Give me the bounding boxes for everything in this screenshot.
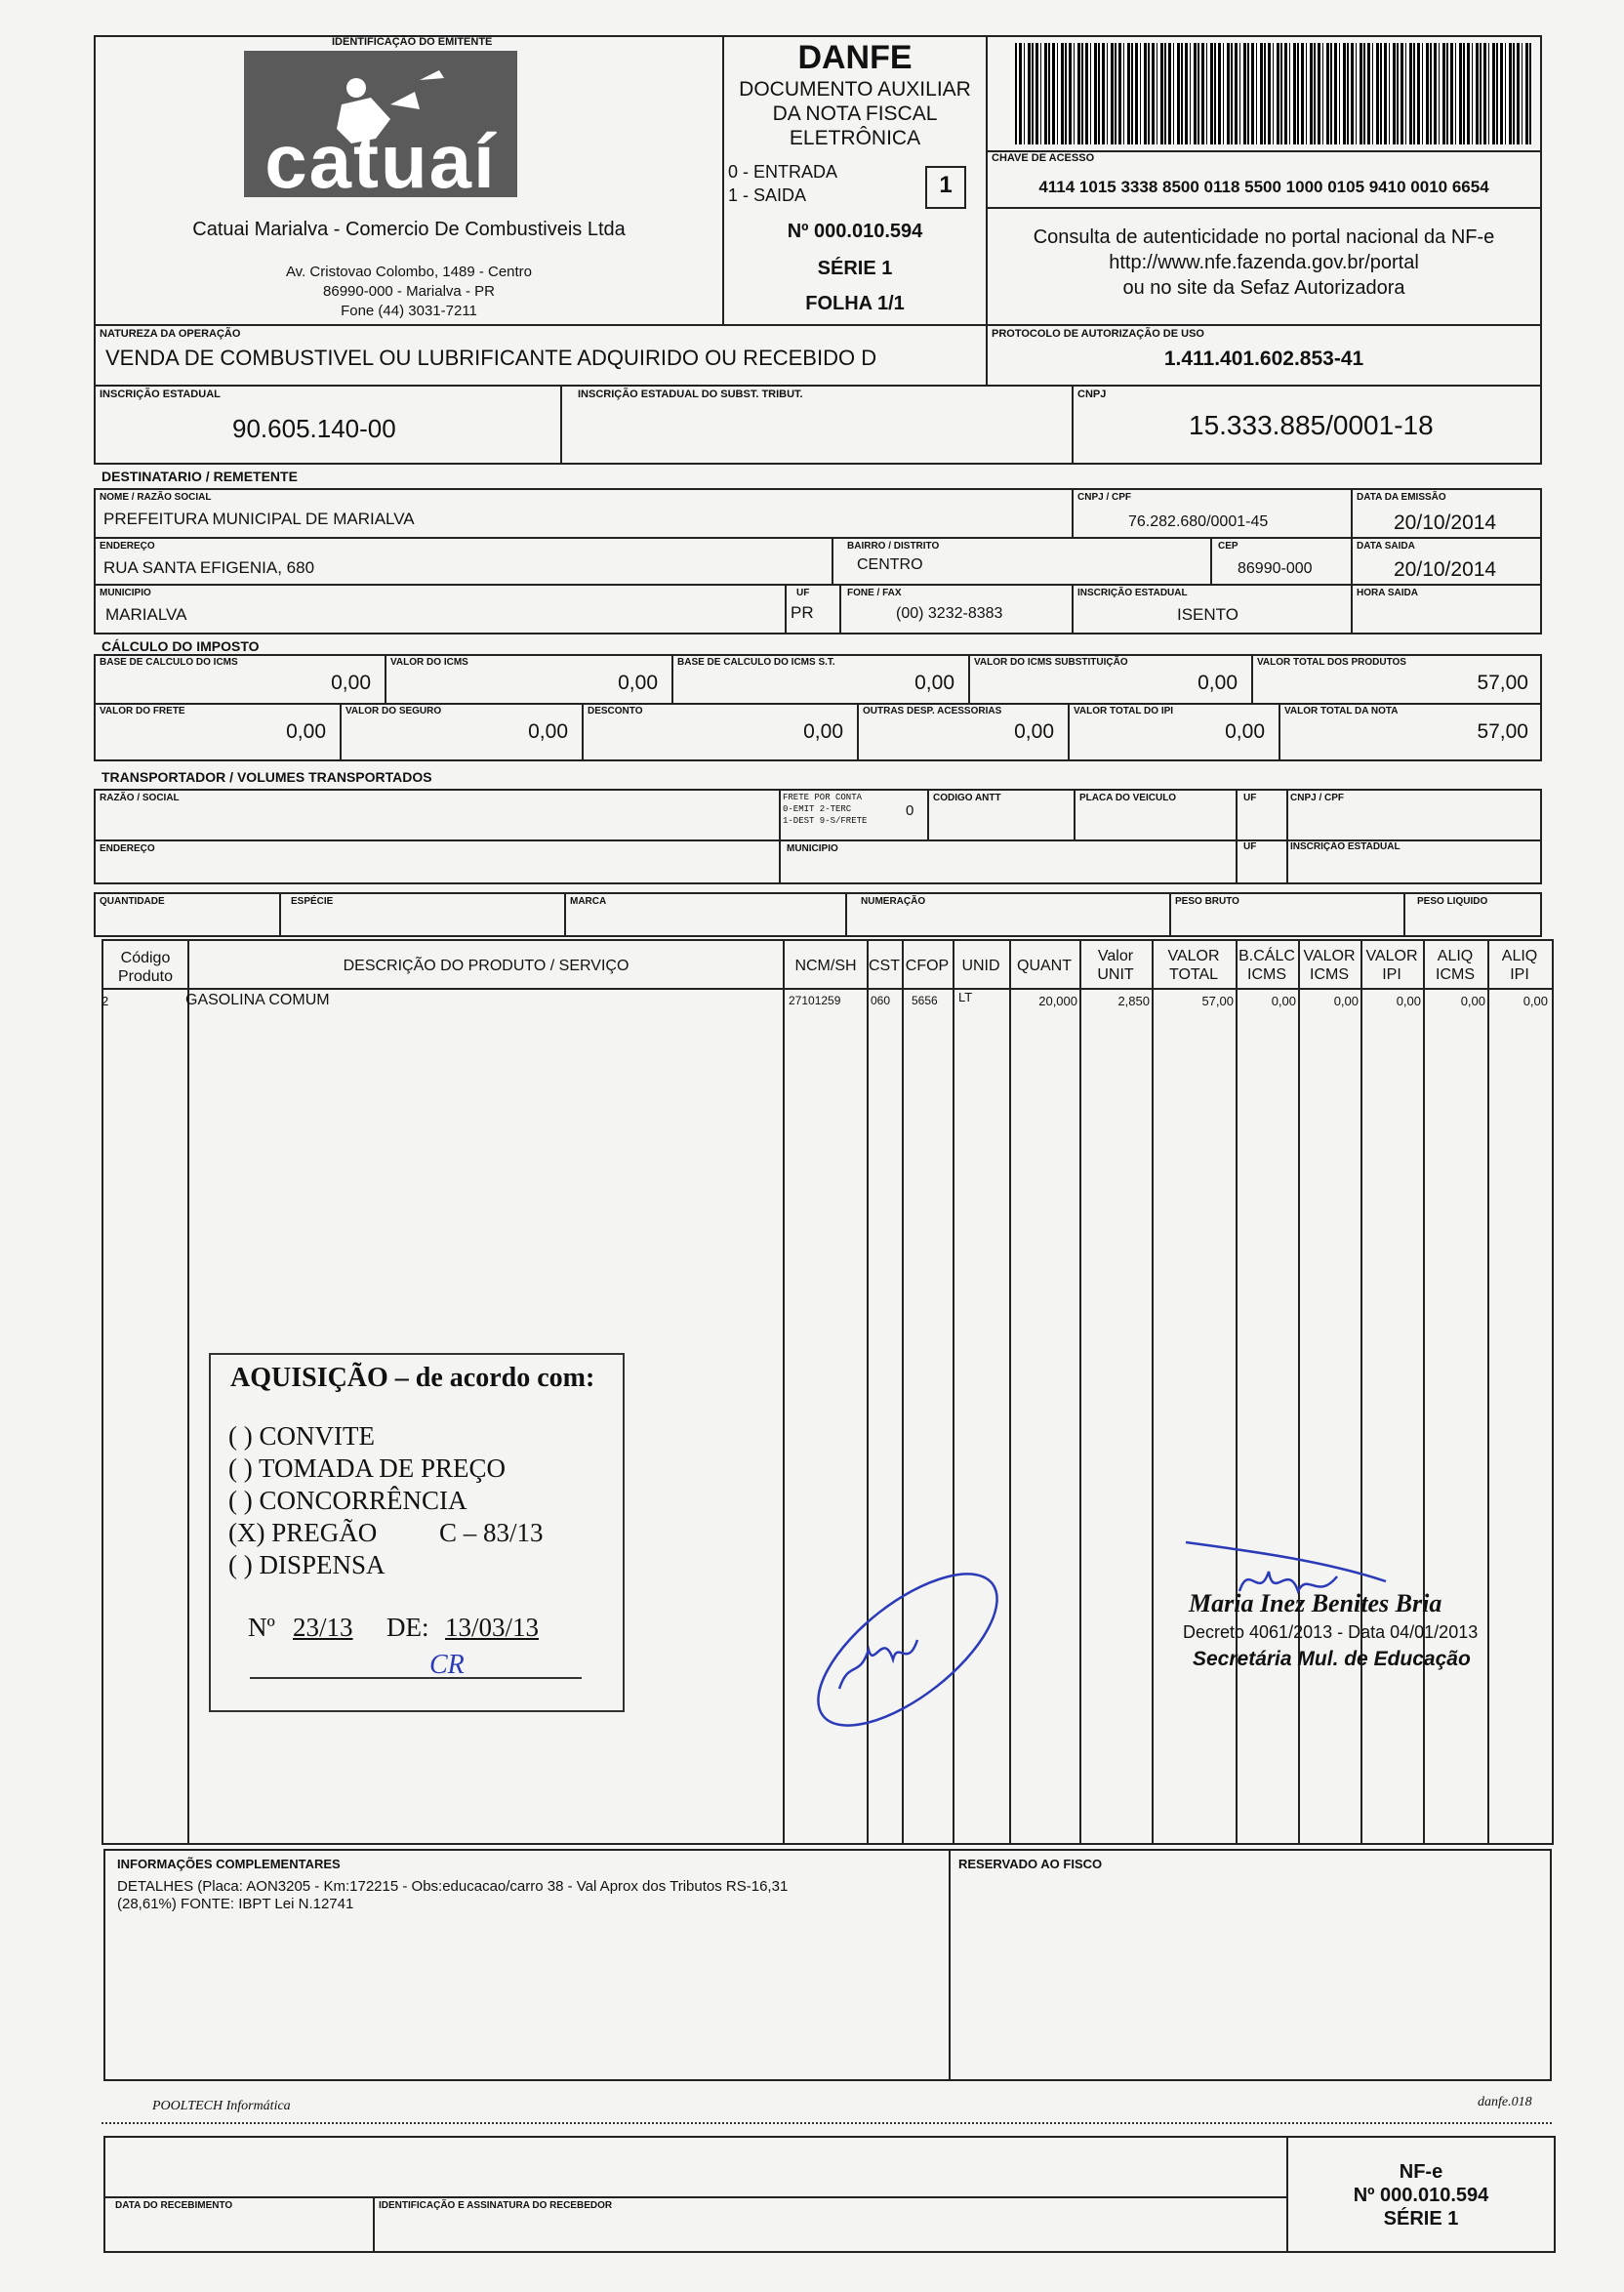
dest-hora-label: HORA SAIDA: [1357, 588, 1418, 598]
dest-cnpj: 76.282.680/0001-45: [1128, 513, 1269, 530]
transp-frete-1: FRETE POR CONTA: [783, 793, 863, 802]
dest-ie-label: INSCRIÇÃO ESTADUAL: [1077, 588, 1188, 598]
stamp-data: 13/03/13: [445, 1613, 540, 1642]
destinatario-section: DESTINATARIO / REMETENTE: [102, 469, 298, 484]
dest-fone: (00) 3232-8383: [896, 605, 1003, 622]
consulta-line-2: http://www.nfe.fazenda.gov.br/portal: [1109, 252, 1419, 273]
info-label: INFORMAÇÕES COMPLEMENTARES: [117, 1857, 341, 1871]
stamp-underline: [250, 1677, 582, 1679]
imposto-section: CÁLCULO DO IMPOSTO: [102, 638, 260, 654]
official-cargo: Secretária Mul. de Educação: [1193, 1648, 1471, 1670]
stamp-opt-concorrencia: ( ) CONCORRÊNCIA: [228, 1486, 467, 1515]
th-aipi: [1487, 947, 1552, 984]
danfe-title: DANFE: [797, 39, 913, 76]
transp-endereco-label: ENDEREÇO: [100, 843, 155, 854]
vol-peso-bruto-label: PESO BRUTO: [1175, 896, 1239, 907]
ie-value: 90.605.140-00: [232, 414, 396, 443]
divider: [1074, 789, 1076, 841]
imposto-r2-value-4: 0,00: [1225, 720, 1265, 743]
info-line-1: DETALHES (Placa: AON3205 - Km:172215 - Obs:educacao/carro 38 - Val Aprox dos Tributos RS-16,31: [117, 1878, 789, 1895]
item-descricao: GASOLINA COMUM: [185, 992, 330, 1008]
transp-cnpj-label: CNPJ / CPF: [1290, 793, 1345, 803]
th-vipi: [1360, 947, 1423, 984]
th-codigo-2: Produto: [117, 968, 174, 985]
stamp-title: AQUISIÇÃO – de acordo com:: [230, 1363, 595, 1393]
stamp-numero-label: Nº: [248, 1613, 275, 1642]
imposto-r1-value-0: 0,00: [331, 672, 371, 694]
imposto-r2-value-1: 0,00: [528, 720, 568, 743]
item-cst: 060: [871, 994, 891, 1007]
divider: [103, 2196, 1288, 2198]
th-codigo: [103, 949, 187, 986]
imposto-r2-value-5: 57,00: [1477, 720, 1528, 743]
imposto-r2-label-3: OUTRAS DESP. ACESSORIAS: [863, 706, 1002, 716]
imposto-r2-value-2: 0,00: [803, 720, 843, 743]
software-credit: POOLTECH Informática: [152, 2099, 291, 2113]
danfe-serie: SÉRIE 1: [817, 258, 893, 279]
emitente-name: Catuai Marialva - Comercio De Combustiveis Ltda: [192, 219, 626, 240]
divider: [1210, 537, 1212, 584]
fisco-label: RESERVADO AO FISCO: [958, 1857, 1103, 1871]
transp-ie-label: INSCRIÇÃO ESTADUAL: [1290, 841, 1401, 852]
dest-endereco: RUA SANTA EFIGENIA, 680: [103, 558, 315, 577]
stamp-numero: 23/13: [293, 1613, 353, 1642]
transp-frete-3: 1-DEST 9-S/FRETE: [783, 816, 868, 826]
imposto-r2-label-4: VALOR TOTAL DO IPI: [1074, 706, 1174, 716]
dest-uf: PR: [791, 603, 814, 622]
vol-peso-liquido-label: PESO LIQUIDO: [1417, 896, 1488, 907]
th-aicms-1: ALIQ: [1437, 948, 1474, 964]
th-codigo-1: Código: [120, 950, 171, 966]
th-quant: QUANT: [1017, 958, 1072, 974]
recebedor-label: IDENTIFICAÇÃO E ASSINATURA DO RECEBEDOR: [379, 2200, 613, 2211]
imposto-r2-label-1: VALOR DO SEGURO: [345, 706, 442, 716]
emitente-phone: Fone (44) 3031-7211: [341, 303, 477, 319]
divider: [1169, 892, 1171, 937]
dest-emissao-label: DATA DA EMISSÃO: [1357, 492, 1446, 503]
emitente-city: 86990-000 - Marialva - PR: [323, 283, 495, 300]
imposto-r1-label-4: VALOR TOTAL DOS PRODUTOS: [1257, 657, 1406, 668]
ie-label: INSCRIÇÃO ESTADUAL: [100, 389, 221, 400]
column-divider: [1079, 939, 1081, 1845]
dest-ie: ISENTO: [1177, 605, 1238, 624]
cut-line: [102, 2122, 1552, 2124]
th-vipi-1: VALOR: [1365, 948, 1418, 964]
column-divider: [1152, 939, 1154, 1845]
imposto-r1-value-2: 0,00: [914, 672, 954, 694]
danfe-saida: 1 - SAIDA: [728, 185, 807, 205]
divider: [94, 703, 1542, 705]
th-vtotal-1: VALOR: [1167, 948, 1220, 964]
item-quant: 20,000: [1038, 994, 1077, 1008]
pen-signature-icon: [800, 1542, 1035, 1738]
emitente-label: IDENTIFICAÇÃO DO EMITENTE: [332, 36, 493, 48]
natureza-label: NATUREZA DA OPERAÇÃO: [100, 328, 241, 340]
item-cfop: 5656: [912, 994, 938, 1007]
consulta-line-3: ou no site da Sefaz Autorizadora: [1122, 277, 1405, 299]
official-decreto: Decreto 4061/2013 - Data 04/01/2013: [1183, 1622, 1479, 1642]
transportador-section: TRANSPORTADOR / VOLUMES TRANSPORTADOS: [102, 769, 432, 785]
column-divider: [1360, 939, 1362, 1845]
danfe-folha: FOLHA 1/1: [805, 293, 905, 314]
item-aipi: 0,00: [1522, 994, 1548, 1008]
transp-frete-value: 0: [906, 802, 914, 819]
th-descricao: DESCRIÇÃO DO PRODUTO / SERVIÇO: [343, 958, 629, 974]
transp-municipio-label: MUNICIPIO: [787, 843, 838, 854]
item-aicms: 0,00: [1460, 994, 1485, 1008]
stamp-pregao-code: C – 83/13: [439, 1518, 544, 1547]
th-vicms-1: VALOR: [1303, 948, 1356, 964]
imposto-r2-label-2: DESCONTO: [588, 706, 643, 716]
dest-cep-label: CEP: [1218, 541, 1238, 552]
vol-quantidade-label: QUANTIDADE: [100, 896, 165, 907]
item-unid: LT: [958, 990, 973, 1004]
column-divider: [1236, 939, 1238, 1845]
stamp-opt-dispensa: ( ) DISPENSA: [228, 1550, 386, 1579]
imposto-r1-label-0: BASE DE CALCULO DO ICMS: [100, 657, 238, 668]
column-divider: [187, 939, 189, 1845]
divider: [785, 584, 787, 634]
transp-razao-label: RAZÃO / SOCIAL: [100, 793, 180, 803]
dest-municipio: MARIALVA: [105, 605, 187, 624]
dest-cnpj-label: CNPJ / CPF: [1077, 492, 1132, 503]
divider: [373, 2196, 375, 2253]
th-aipi-1: ALIQ: [1501, 948, 1538, 964]
stamp-initials: CR: [429, 1650, 465, 1680]
th-cfop: CFOP: [905, 958, 950, 974]
imposto-r2-value-3: 0,00: [1014, 720, 1054, 743]
danfe-subtitle-2: DA NOTA FISCAL: [772, 102, 938, 125]
th-aicms-2: ICMS: [1436, 966, 1475, 983]
imposto-r1-label-1: VALOR DO ICMS: [390, 657, 468, 668]
form-id: danfe.018: [1478, 2095, 1532, 2109]
divider: [832, 537, 833, 584]
dest-nome-label: NOME / RAZÃO SOCIAL: [100, 492, 212, 503]
stamp-opt-tomada: ( ) TOMADA DE PREÇO: [228, 1453, 507, 1483]
transp-frete-2: 0-EMIT 2-TERC: [783, 804, 852, 814]
th-bcicms-2: ICMS: [1247, 966, 1286, 983]
imposto-r2-label-0: VALOR DO FRETE: [100, 706, 185, 716]
th-aicms: [1423, 947, 1487, 984]
chave-value: 4114 1015 3338 8500 0118 5500 1000 0105 9410 0010 6654: [1038, 178, 1489, 196]
divider: [1351, 488, 1353, 634]
divider: [927, 789, 929, 841]
divider: [279, 892, 281, 937]
divider: [1072, 385, 1074, 465]
dest-municipio-label: MUNICIPIO: [100, 588, 151, 598]
stamp-opt-pregao: (X) PREGÃO: [228, 1518, 378, 1547]
chave-label: CHAVE DE ACESSO: [992, 152, 1095, 164]
divider: [564, 892, 566, 937]
official-name: Maria Inez Benites Bria: [1189, 1589, 1442, 1617]
dest-saida: 20/10/2014: [1394, 558, 1497, 581]
canhoto-nfe: NF-e: [1399, 2161, 1443, 2183]
th-vunit-2: UNIT: [1097, 966, 1134, 983]
imposto-r2-value-0: 0,00: [286, 720, 326, 743]
imposto-r1-label-2: BASE DE CALCULO DO ICMS S.T.: [677, 657, 835, 668]
dest-bairro: CENTRO: [857, 556, 923, 573]
imposto-r1-value-3: 0,00: [1198, 672, 1238, 694]
divider: [94, 584, 1542, 586]
transp-uf2-label: UF: [1243, 841, 1257, 852]
danfe-subtitle-1: DOCUMENTO AUXILIAR: [739, 78, 971, 101]
th-vicms: [1298, 947, 1360, 984]
dest-bairro-label: BAIRRO / DISTRITO: [847, 541, 940, 552]
column-divider: [1487, 939, 1489, 1845]
transp-antt-label: CODIGO ANTT: [933, 793, 1001, 803]
aquisicao-stamp: [209, 1353, 625, 1712]
consulta-line-1: Consulta de autenticidade no portal nacional da NF-e: [1033, 226, 1495, 248]
vol-numeracao-label: NUMERAÇÃO: [861, 896, 926, 907]
vol-especie-label: ESPÉCIE: [291, 896, 334, 907]
column-divider: [1423, 939, 1425, 1845]
item-vipi: 0,00: [1396, 994, 1421, 1008]
item-vicms: 0,00: [1333, 994, 1359, 1008]
th-bcicms: [1236, 947, 1298, 984]
transp-uf-label: UF: [1243, 793, 1257, 803]
iest-label: INSCRIÇÃO ESTADUAL DO SUBST. TRIBUT.: [578, 389, 803, 400]
natureza-value: VENDA DE COMBUSTIVEL OU LUBRIFICANTE ADQUIRIDO OU RECEBIDO D: [105, 346, 877, 370]
item-vunit: 2,850: [1117, 994, 1150, 1008]
danfe-tipo: 1: [939, 172, 953, 198]
danfe-subtitle-3: ELETRÔNICA: [789, 127, 921, 149]
column-divider: [1298, 939, 1300, 1845]
stamp-opt-convite: ( ) CONVITE: [228, 1421, 375, 1451]
imposto-r2-label-5: VALOR TOTAL DA NOTA: [1284, 706, 1399, 716]
th-vicms-2: ICMS: [1310, 966, 1349, 983]
dest-uf-label: UF: [796, 588, 810, 598]
fisco-box: [949, 1849, 1552, 2081]
dest-fone-label: FONE / FAX: [847, 588, 902, 598]
divider: [845, 892, 847, 937]
dest-nome: PREFEITURA MUNICIPAL DE MARIALVA: [103, 510, 415, 528]
danfe-numero: Nº 000.010.594: [787, 221, 923, 242]
column-divider: [783, 939, 785, 1845]
th-vtotal-2: TOTAL: [1168, 966, 1219, 983]
stamp-data-label: DE:: [386, 1613, 429, 1642]
canhoto-serie: SÉRIE 1: [1383, 2208, 1459, 2230]
divider: [1072, 584, 1074, 634]
divider: [560, 385, 562, 465]
cnpj-emit-label: CNPJ: [1077, 389, 1107, 400]
imposto-r1-label-3: VALOR DO ICMS SUBSTITUIÇÃO: [974, 657, 1128, 668]
divider: [1403, 892, 1405, 937]
vol-marca-label: MARCA: [570, 896, 607, 907]
emitente-address: Av. Cristovao Colombo, 1489 - Centro: [285, 264, 533, 280]
protocolo-label: PROTOCOLO DE AUTORIZAÇÃO DE USO: [992, 328, 1204, 340]
th-vunit: [1079, 947, 1152, 984]
canhoto-numero: Nº 000.010.594: [1353, 2185, 1489, 2206]
th-unid: UNID: [961, 958, 1000, 974]
barcode: [1015, 43, 1532, 144]
dest-cep: 86990-000: [1238, 560, 1313, 577]
item-codigo: 2: [102, 994, 109, 1008]
divider: [1072, 488, 1074, 537]
th-vunit-1: Valor: [1097, 948, 1134, 964]
item-bcicms: 0,00: [1271, 994, 1296, 1008]
th-cst: CST: [869, 958, 900, 974]
divider: [839, 584, 841, 634]
th-ncm: NCM/SH: [794, 958, 857, 974]
imposto-r1-value-1: 0,00: [618, 672, 658, 694]
th-vtotal: [1152, 947, 1236, 984]
recebimento-label: DATA DO RECEBIMENTO: [115, 2200, 233, 2211]
divider: [102, 988, 1554, 990]
th-aipi-2: IPI: [1510, 966, 1529, 983]
divider: [94, 537, 1542, 539]
dest-endereco-label: ENDEREÇO: [100, 541, 155, 552]
danfe-entrada: 0 - ENTRADA: [728, 162, 838, 182]
th-vipi-2: IPI: [1382, 966, 1401, 983]
logo-text: catuaí: [264, 118, 497, 204]
dest-emissao: 20/10/2014: [1394, 512, 1497, 534]
item-ncm: 27101259: [789, 994, 841, 1007]
transp-placa-label: PLACA DO VEICULO: [1079, 793, 1177, 803]
protocolo-value: 1.411.401.602.853-41: [1163, 348, 1364, 370]
dest-saida-label: DATA SAIDA: [1357, 541, 1415, 552]
info-line-2: (28,61%) FONTE: IBPT Lei N.12741: [117, 1896, 354, 1912]
cnpj-emit-value: 15.333.885/0001-18: [1189, 410, 1434, 440]
company-logo: [244, 51, 517, 204]
item-vtotal: 57,00: [1201, 994, 1234, 1008]
th-bcicms-1: B.CÁLC: [1238, 948, 1295, 964]
imposto-r1-value-4: 57,00: [1477, 672, 1528, 694]
